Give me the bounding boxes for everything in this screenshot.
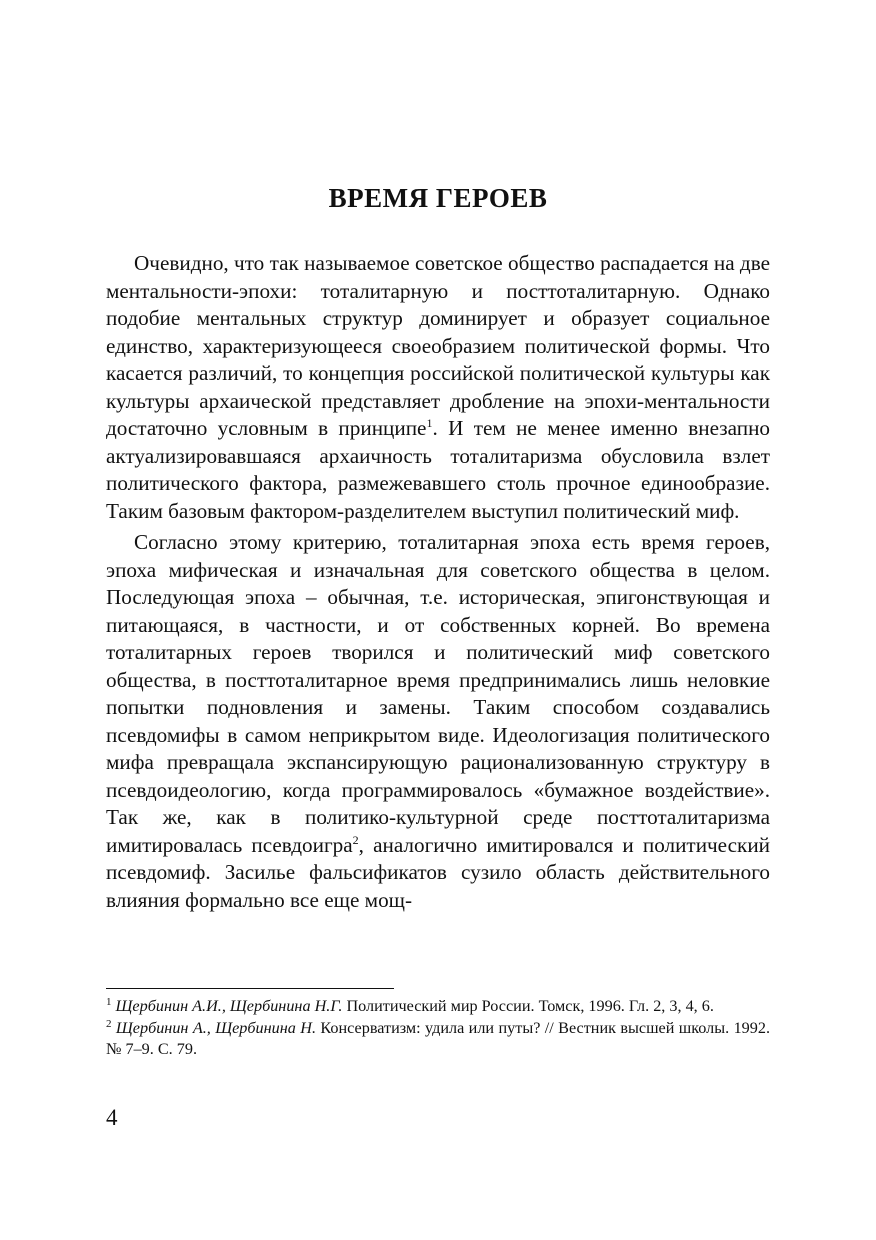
footnote-1-text: Политический мир России. Томск, 1996. Гл. 2, 3, 4, 6. [342, 997, 714, 1015]
paragraph-2-text-b: , аналогично имитировался и политический псевдомиф. Засилье фальсификатов сузило область действительного влияния формально все еще мощ- [106, 832, 770, 912]
footnote-ref-2: 2 [352, 832, 359, 847]
footnote-2-authors: Щербинин А., Щербинина Н. [115, 1018, 317, 1037]
paragraph-2-text-a: Согласно этому критерию, тоталитарная эпоха есть время героев, эпоха мифическая и изначальная для советского общества в целом. Последующая эпоха – обычная, т.е. историческая, эпигонствующая и питающаяся, в частности, и от собственных корней. Во времена тоталитарных героев творился и политический миф советского общества, в посттоталитарное время предпринимались лишь неловкие попытки подновления и замены. Таким способом создавались псевдомифы в самом неприкрытом виде. Идеологизация политического мифа превращала экспансирующую рационализованную структуру в псевдоидеологию, когда программировалось «бумажное воздействие». Так же, как в политико-культурной среде посттоталитаризма имитировалась псевдоигра [106, 530, 770, 857]
paragraph-2 [106, 529, 770, 914]
footnote-1 [106, 996, 770, 1018]
paragraph-1 [106, 250, 770, 525]
footnote-divider [106, 988, 394, 989]
footnote-2-text: Консерватизм: удила или путы? // Вестник высшей школы. 1992. № 7–9. С. 79. [106, 1018, 771, 1058]
footnote-1-authors: Щербинин А.И., Щербинина Н.Г. [115, 997, 343, 1015]
paragraph-1-text-b: . И тем не менее именно внезапно актуализировавшаяся архаичность тоталитаризма обусловила взлет политического фактора, размежевавшего столь прочное единообразие. Таким базовым фактором-разделителем выступил политический миф. [106, 416, 770, 523]
footnote-1-number: 1 [106, 996, 112, 1008]
footnote-2 [106, 1018, 770, 1061]
footnotes [106, 996, 770, 1061]
footnote-ref-1: 1 [426, 416, 433, 430]
main-text [106, 250, 770, 918]
paragraph-1-text-a: Очевидно, что так называемое советское общество распадается на две ментальности-эпохи: тоталитарную и посттоталитарную. Однако подобие ментальных структур доминирует и образует социальное единство, характеризующееся своеобразием политической формы. Что касается различий, то концепция российской политической культуры как культуры архаической представляет дробление на эпохи-ментальности достаточно условным в принципе [106, 251, 770, 440]
page-number: 4 [106, 1105, 118, 1130]
footnote-2-number: 2 [106, 1017, 112, 1030]
page-title: ВРЕМЯ ГЕРОЕВ [328, 183, 548, 213]
